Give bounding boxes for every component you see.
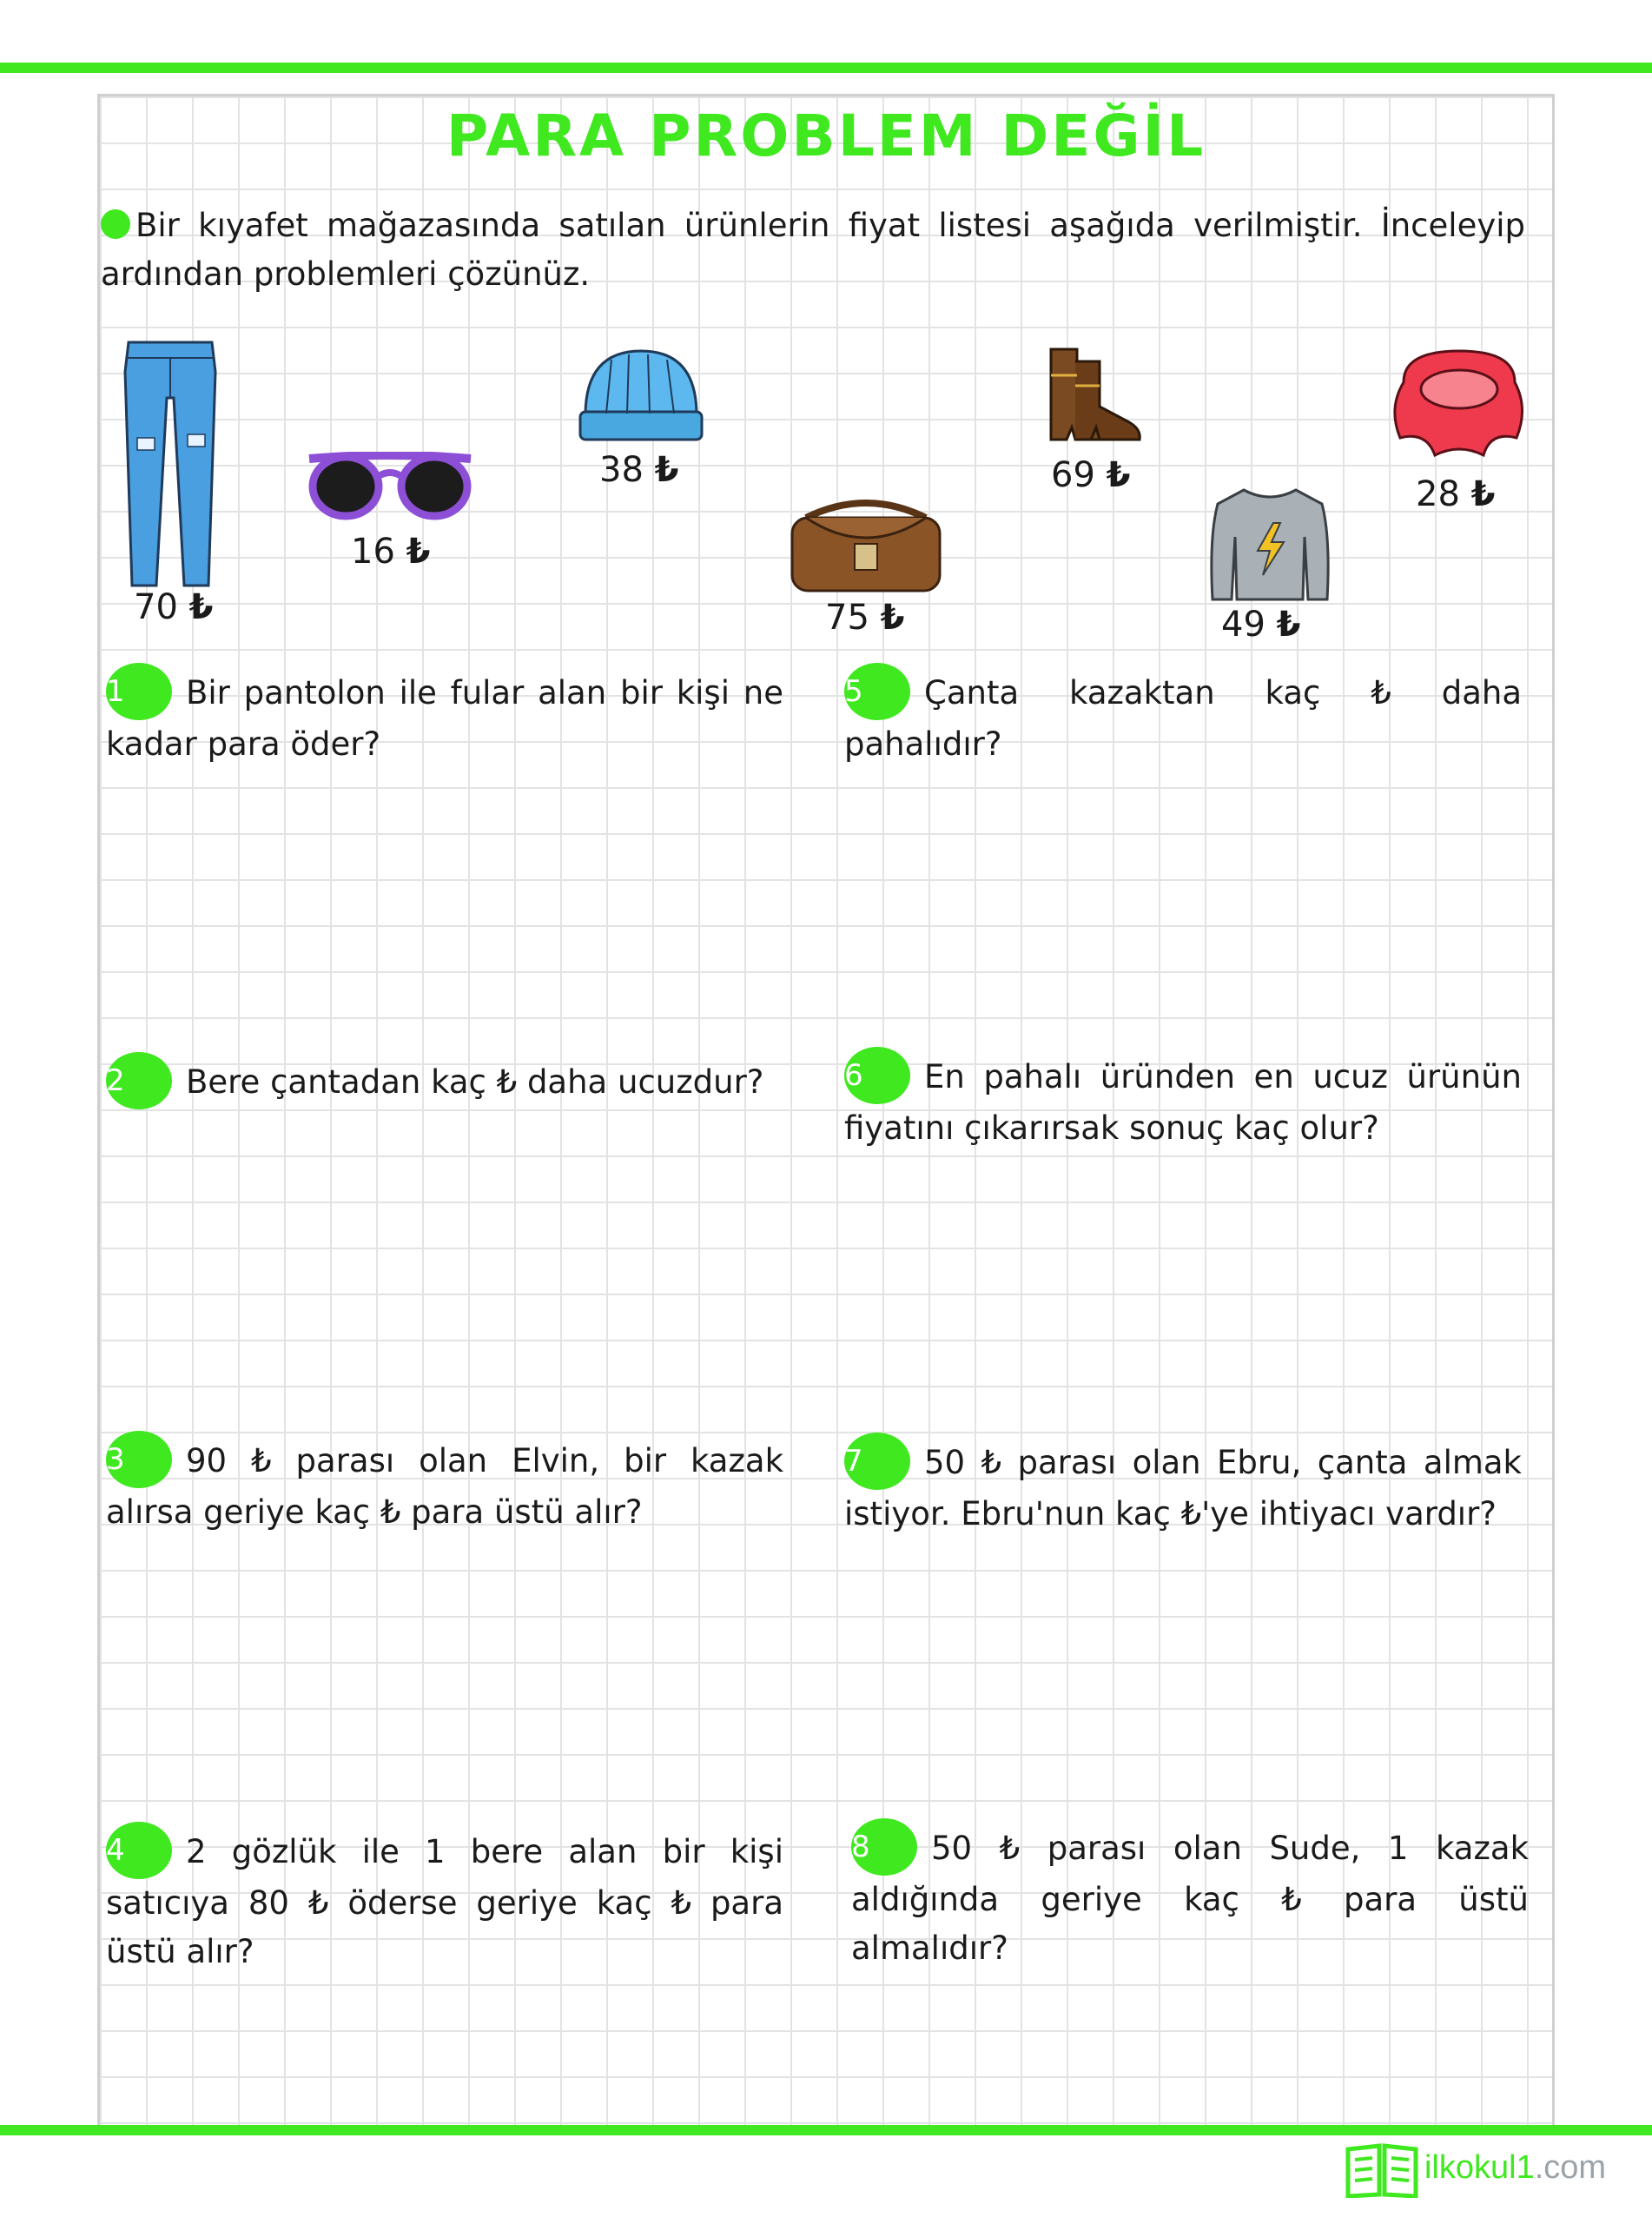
question-text: En pahalı üründen en ucuz ürünün fiyatını çıkarırsak sonuç kaç olur? (844, 1058, 1522, 1147)
jeans-product (118, 337, 222, 589)
scarf-product (1386, 348, 1532, 459)
question-3 (106, 1437, 783, 1537)
bottom-green-bar (0, 2125, 1652, 2135)
boots-price: 69 ₺ (1051, 455, 1131, 495)
question-text: Çanta kazaktan kaç ₺ daha pahalıdır? (844, 674, 1522, 763)
boots-icon (1046, 346, 1143, 447)
sunglasses-price: 16 ₺ (351, 532, 431, 572)
question-number-badge: 1 (106, 663, 172, 720)
question-text: Bir pantolon ile fular alan bir kişi ne kadar para öder? (106, 674, 783, 763)
page-title: PARA PROBLEM DEĞİL (446, 103, 1206, 169)
instructions (101, 202, 1525, 299)
sweater-price: 49 ₺ (1221, 605, 1301, 645)
sunglasses-product (306, 452, 474, 525)
question-text: Bere çantadan kaç ₺ daha ucuzdur? (186, 1063, 764, 1101)
bag-icon (780, 497, 952, 594)
open-book-icon (1345, 2142, 1419, 2198)
question-text: 50 ₺ parası olan Ebru, çanta almak istiyor. Ebru'nun kaç ₺'ye ihtiyacı vardır? (844, 1444, 1522, 1532)
question-7 (844, 1439, 1522, 1539)
logo-text: ilkokul1.com (1424, 2149, 1607, 2186)
site-logo (1345, 2142, 1640, 2201)
question-number-badge: 6 (844, 1047, 910, 1104)
boots-product (1046, 346, 1143, 447)
question-number-badge: 8 (851, 1818, 917, 1876)
question-2 (106, 1058, 783, 1109)
beanie-product (577, 348, 705, 443)
jeans-price: 70 ₺ (134, 587, 214, 627)
question-number-badge: 7 (844, 1433, 910, 1490)
top-green-bar (0, 63, 1652, 73)
jeans-icon (118, 337, 222, 589)
question-8 (851, 1824, 1529, 1973)
sweater-icon (1209, 485, 1331, 606)
question-text: 2 gözlük ile 1 bere alan bir kişi satıcıya 80 ₺ öderse geriye kaç ₺ para üstü alır? (106, 1833, 783, 1970)
beanie-icon (577, 348, 705, 443)
scarf-price: 28 ₺ (1416, 474, 1496, 514)
beanie-price: 38 ₺ (599, 450, 679, 490)
question-number-badge: 3 (106, 1431, 172, 1488)
question-6 (844, 1053, 1522, 1153)
question-number-badge: 2 (106, 1052, 172, 1109)
scarf-icon (1386, 348, 1532, 459)
bag-product (780, 497, 952, 594)
question-text: 50 ₺ parası olan Sude, 1 kazak aldığında geriye kaç ₺ para üstü almalıdır? (851, 1830, 1529, 1967)
sweater-product (1209, 485, 1331, 606)
sunglasses-icon (306, 452, 474, 525)
question-text: 90 ₺ parası olan Elvin, bir kazak alırsa geriye kaç ₺ para üstü alır? (106, 1442, 783, 1531)
bag-price: 75 ₺ (825, 598, 905, 638)
bullet-dot (101, 209, 130, 239)
question-number-badge: 4 (106, 1822, 172, 1879)
question-number-badge: 5 (844, 663, 910, 720)
question-1 (106, 669, 783, 769)
question-5 (844, 669, 1522, 769)
question-4 (106, 1828, 783, 1976)
instructions-text: Bir kıyafet mağazasında satılan ürünlerin fiyat listesi aşağıda verilmiştir. İnceleyip ardından problemleri çözünüz. (101, 207, 1525, 293)
